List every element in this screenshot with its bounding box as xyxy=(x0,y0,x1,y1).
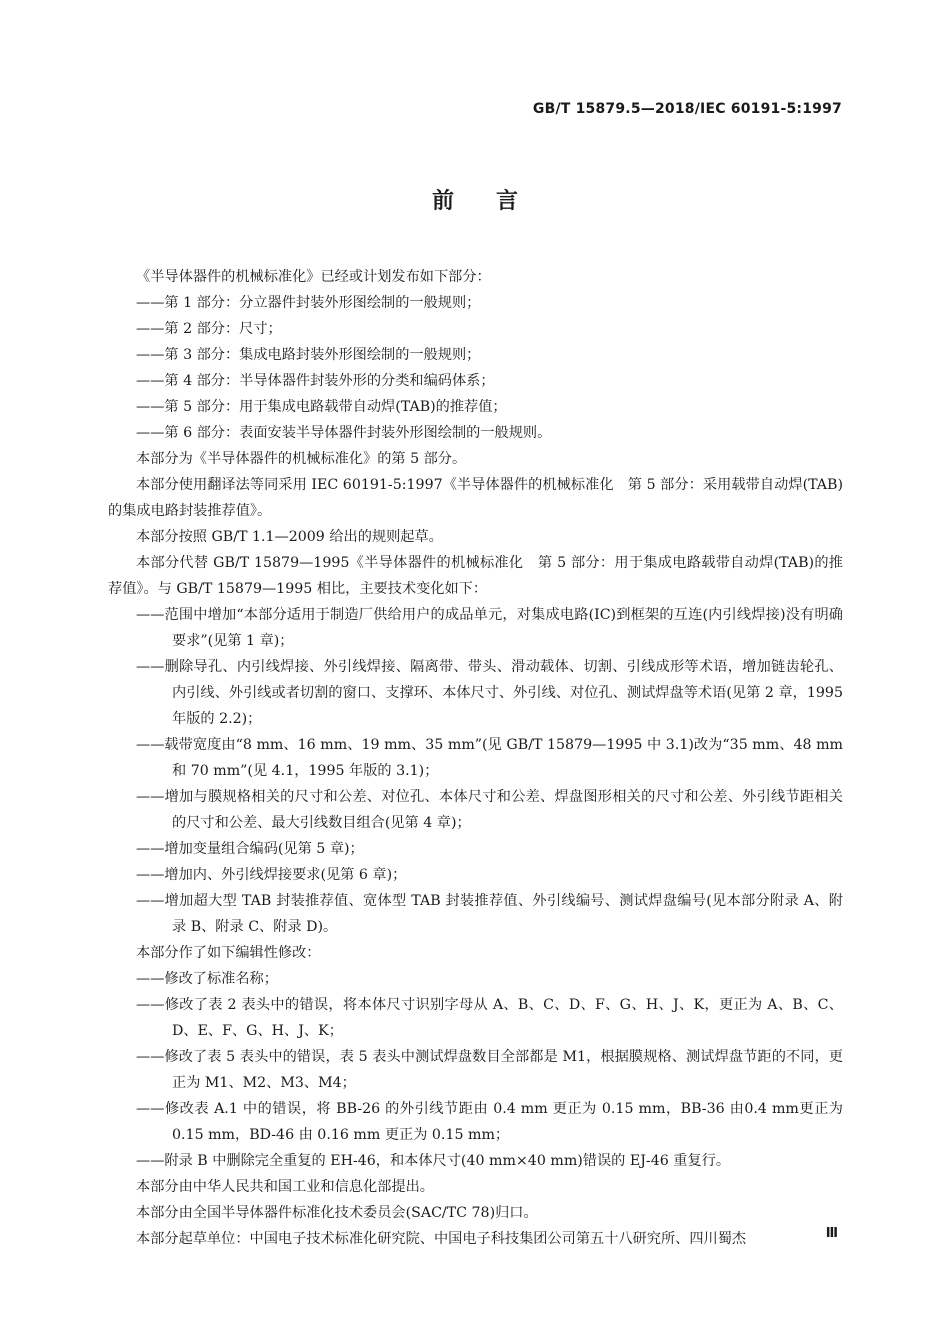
list-item: ——增加变量组合编码(见第 5 章)； xyxy=(136,841,364,857)
list-item: ——第 5 部分：用于集成电路载带自动焊(TAB)的推荐值； xyxy=(136,399,507,415)
list-item: ——第 2 部分：尺寸； xyxy=(136,321,282,337)
list-item: ——修改表 A.1 中的错误，将 BB-26 的外引线节距由 0.4 mm 更正为 0.15 mm，BB-36 由0.4 mm更正为 0.15 mm，BD-46 由 0.16 mm 更正为 0.15 mm； xyxy=(136,1101,843,1143)
list-item: ——删除导孔、内引线焊接、外引线焊接、隔离带、带头、滑动载体、切割、引线成形等术语，增加链齿轮孔、内引线、外引线或者切割的窗口、支撑环、本体尺寸、外引线、对位孔、测试焊盘等术语(见第 2 章，1995 年版的 2.2)； xyxy=(136,659,843,727)
list-item: ——第 3 部分：集成电路封装外形图绘制的一般规则； xyxy=(136,347,481,363)
list-item: ——载带宽度由“8 mm、16 mm、19 mm、35 mm”(见 GB/T 15879—1995 中 3.1)改为“35 mm、48 mm和 70 mm”(见 4.1，1995 年版的 3.1)； xyxy=(136,737,843,779)
paragraph: 本部分由全国半导体器件标准化技术委员会(SAC/TC 78)归口。 xyxy=(136,1205,538,1221)
paragraph: 本部分起草单位：中国电子技术标准化研究院、中国电子科技集团公司第五十八研究所、四川蜀杰 xyxy=(136,1231,747,1247)
list-item: ——修改了表 2 表头中的错误，将本体尺寸识别字母从 A、B、C、D、F、G、H、J、K，更正为 A、B、C、D、E、F、G、H、J、K； xyxy=(136,997,843,1039)
list-item: ——增加内、外引线焊接要求(见第 6 章)； xyxy=(136,867,407,883)
paragraph: 本部分为《半导体器件的机械标准化》的第 5 部分。 xyxy=(136,451,467,467)
list-item: ——修改了标准名称； xyxy=(136,971,278,987)
list-item: ——附录 B 中删除完全重复的 EH-46，和本体尺寸(40 mm×40 mm)错误的 EJ-46 重复行。 xyxy=(136,1153,731,1169)
paragraph: 本部分使用翻译法等同采用 IEC 60191-5:1997《半导体器件的机械标准化 第 5 部分：采用载带自动焊(TAB)的集成电路封装推荐值》。 xyxy=(108,477,843,519)
paragraph: 本部分由中华人民共和国工业和信息化部提出。 xyxy=(136,1179,434,1195)
list-item: ——修改了表 5 表头中的错误，表 5 表头中测试焊盘数目全部都是 M1，根据膜规格、测试焊盘节距的不同，更正为 M1、M2、M3、M4； xyxy=(136,1049,843,1091)
paragraph: 本部分按照 GB/T 1.1—2009 给出的规则起草。 xyxy=(136,529,443,545)
list-item: ——第 1 部分：分立器件封装外形图绘制的一般规则； xyxy=(136,295,481,311)
list-item: ——增加与膜规格相关的尺寸和公差、对位孔、本体尺寸和公差、焊盘图形相关的尺寸和公差、外引线节距相关的尺寸和公差、最大引线数目组合(见第 4 章)； xyxy=(136,789,843,831)
paragraph: 本部分代替 GB/T 15879—1995《半导体器件的机械标准化 第 5 部分：用于集成电路载带自动焊(TAB)的推荐值》。与 GB/T 15879—1995 相比，主要技术变化如下： xyxy=(108,555,843,597)
page-title: 前言 xyxy=(431,189,560,214)
list-item: ——第 4 部分：半导体器件封装外形的分类和编码体系； xyxy=(136,373,495,389)
body-text xyxy=(108,264,843,1252)
list-item: ——第 6 部分：表面安装半导体器件封装外形图绘制的一般规则。 xyxy=(136,425,552,441)
paragraph: 本部分作了如下编辑性修改： xyxy=(136,945,321,961)
page-number: Ⅲ xyxy=(825,1226,838,1241)
document-header: GB/T 15879.5—2018/IEC 60191-5:1997 xyxy=(532,101,842,117)
list-item: ——范围中增加“本部分适用于制造厂供给用户的成品单元，对集成电路(IC)到框架的互连(内引线焊接)没有明确要求”(见第 1 章)； xyxy=(136,607,843,649)
list-item: ——增加超大型 TAB 封装推荐值、宽体型 TAB 封装推荐值、外引线编号、测试焊盘编号(见本部分附录 A、附录 B、附录 C、附录 D)。 xyxy=(136,893,843,935)
paragraph: 《半导体器件的机械标准化》已经或计划发布如下部分： xyxy=(136,269,491,285)
